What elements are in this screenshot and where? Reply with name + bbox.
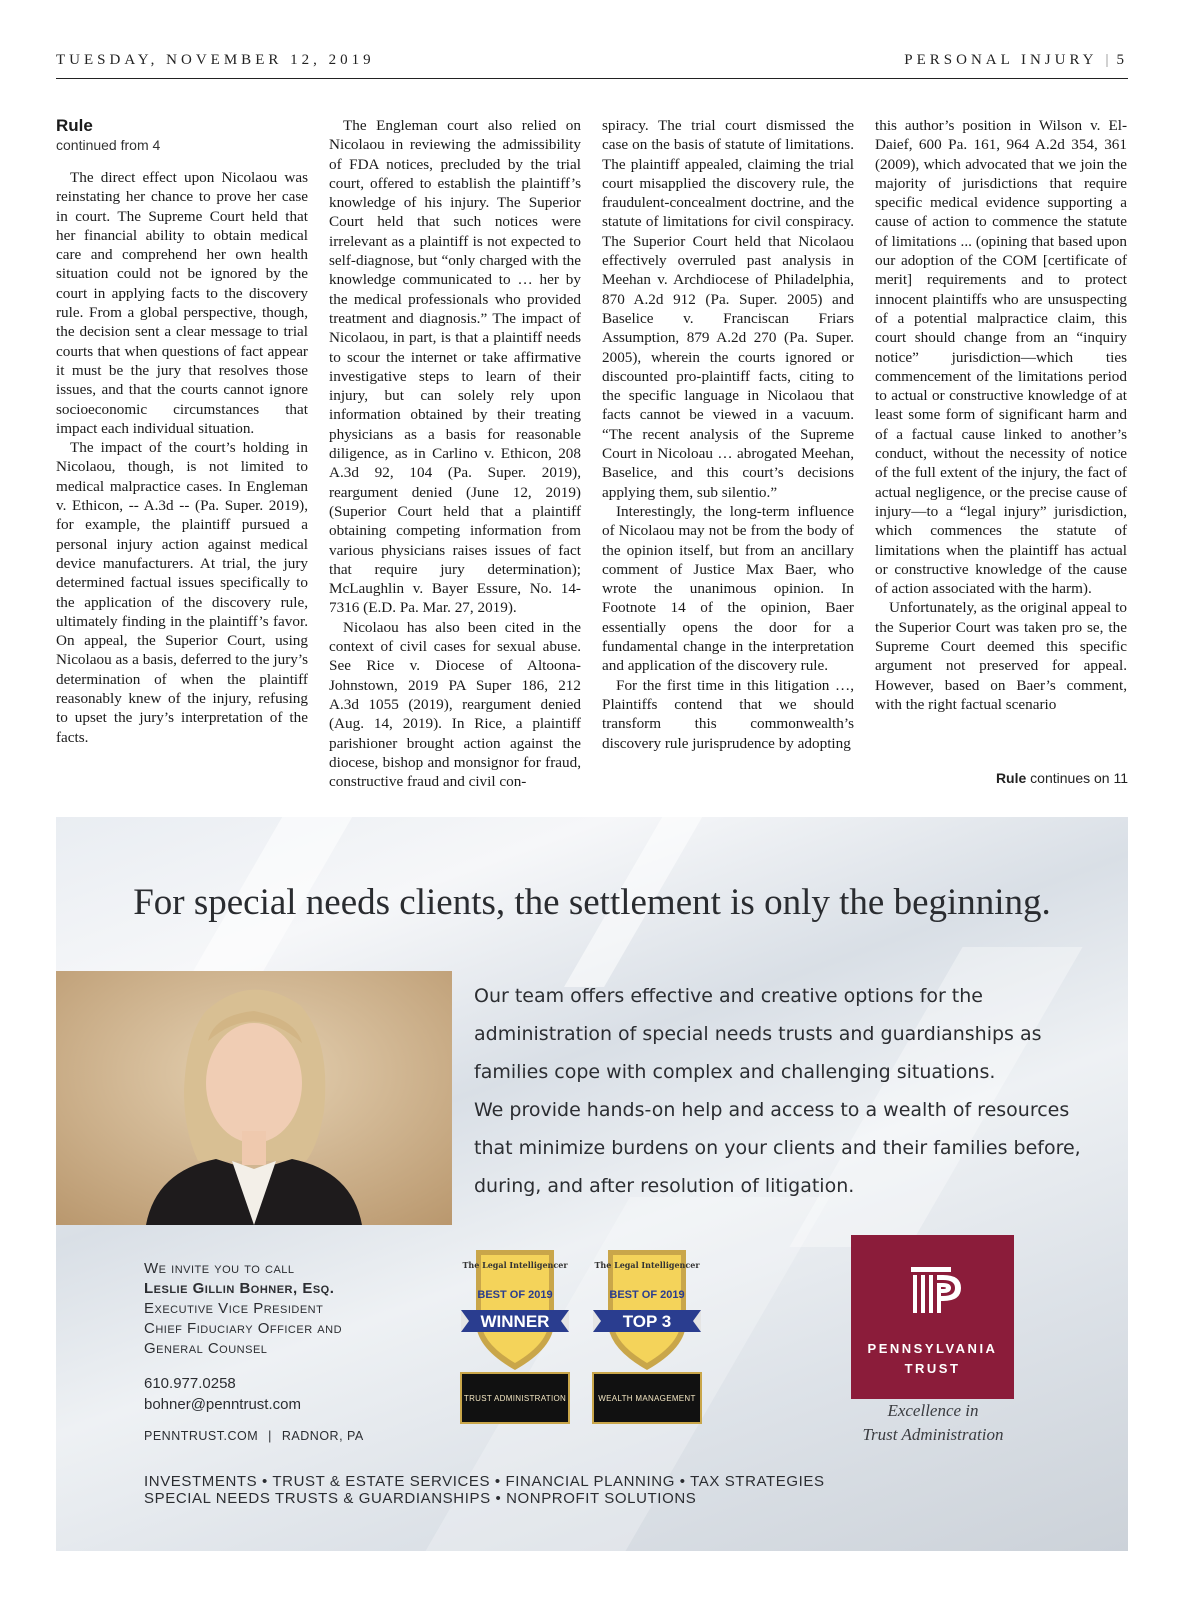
badge-rank: TOP 3 bbox=[622, 1312, 672, 1331]
article-heading: Rule bbox=[56, 116, 93, 135]
badge-publisher: The Legal Intelligencer bbox=[462, 1260, 568, 1270]
services-line: SPECIAL NEEDS TRUSTS & GUARDIANSHIPS • NONPROFIT SOLUTIONS bbox=[144, 1490, 697, 1507]
paragraph: Unfortunately, as the original appeal to the Superior Court was taken pro se, the Supreme Court deemed this specific argument not preserved for appeal. However, based on Baer’s comment, with the right factual scenario bbox=[875, 599, 1127, 713]
ad-headline: For special needs clients, the settlement is only the beginning. bbox=[133, 882, 1051, 923]
badge-publisher: The Legal Intelligencer bbox=[594, 1260, 700, 1270]
article-column-1 bbox=[56, 116, 308, 747]
pennsylvania-trust-ad bbox=[56, 817, 1128, 1551]
contact-name: Leslie Gillin Bohner, Esq. bbox=[144, 1280, 335, 1297]
services-line: INVESTMENTS • TRUST & ESTATE SERVICES • FINANCIAL PLANNING • TAX STRATEGIES bbox=[144, 1473, 825, 1490]
badge-award: BEST OF 2019 bbox=[609, 1289, 685, 1301]
award-badge-top3 bbox=[592, 1244, 702, 1424]
portrait-photo bbox=[56, 971, 452, 1225]
continues-heading: Rule bbox=[995, 770, 1027, 786]
logo-line-2: TRUST bbox=[904, 1361, 961, 1376]
contact-title: Executive Vice President bbox=[144, 1300, 324, 1317]
contact-location: RADNOR, PA bbox=[281, 1429, 364, 1443]
tagline-line: Excellence in bbox=[887, 1401, 979, 1420]
badge-rank: WINNER bbox=[480, 1312, 550, 1331]
services-list bbox=[144, 1473, 825, 1507]
logo-line-1: PENNSYLVANIA bbox=[867, 1341, 998, 1356]
page-number: 5 bbox=[1116, 52, 1128, 68]
paragraph: Nicolaou has also been cited in the context of civil cases for sexual abuse. See Rice v. Diocese of Altoona-Johnstown, 2019 PA Super 186, 212 A.3d 1055 (2019), reargument denied (Aug. 14, 2019). In Rice, a plaintiff parishioner brought action against the diocese, bishop and monsignor for fraud, constructive fraud and civil con- bbox=[329, 618, 581, 791]
portrait-illustration bbox=[56, 971, 452, 1225]
contact-title: General Counsel bbox=[144, 1340, 268, 1357]
badge-category: TRUST ADMINISTRATION bbox=[460, 1372, 570, 1424]
contact-email: bohner@penntrust.com bbox=[144, 1396, 301, 1413]
paragraph: The direct effect upon Nicolaou was reinstating her chance to prove her case in court. The Supreme Court held that her financial ability to obtain medical care and comprehend her own health situation could not be ignored by the court in applying facts to the discovery rule. From a global perspective, though, the decision sent a clear message to trial courts that when questions of fact appear it must be the jury that resolves those issues, and that the courts cannot ignore socioeconomic circumstances that impact each individual situation. bbox=[56, 169, 308, 437]
paragraph: spiracy. The trial court dismissed the case on the basis of statute of limitations. The plaintiff appealed, claiming the trial court misapplied the discovery rule, the fraudulent-concealment doctrine, and the statute of limitations for civil conspiracy. The Superior Court held that Nicolaou effectively overruled past analysis in Meehan v. Archdiocese of Philadelphia, 870 A.2d 912 (Pa. Super. 2005) and Baselice v. Franciscan Friars Assumption, 879 A.2d 270 (Pa. Super. 2005), wherein the courts ignored or discounted pro-plaintiff facts, citing to the specific language in Nicolaou that facts cannot be viewed in a vacuum. “The recent analysis of the Supreme Court in Nicoloau … abrogated Meehan, Baselice, and this court’s decisions applying them, sub silentio.” bbox=[602, 117, 854, 501]
contact-title: Chief Fiduciary Officer and bbox=[144, 1320, 343, 1337]
web-location: PENNTRUST.COM | RADNOR, PA bbox=[144, 1429, 364, 1443]
badge-award: BEST OF 2019 bbox=[477, 1289, 553, 1301]
paragraph: The impact of the court’s holding in Nicolaou, though, is not limited to medical malpractice cases. In Engleman v. Ethicon, -- A.3d -- (Pa. Super. 2019), for example, the plaintiff pursued a personal injury action against medical device manufacturers. At trial, the jury determined factual issues specifically to the application of the discovery rule, ultimately finding in the plaintiff’s favor. On appeal, the Superior Court, using Nicolaou as a basis, deferred to the jury’s determination of when the plaintiff reasonably knew of the injury, refusing to upset the jury’s interpretation of the facts. bbox=[56, 439, 308, 746]
article-column-2 bbox=[329, 116, 581, 791]
article-column-4 bbox=[875, 116, 1127, 714]
contact-phone: 610.977.0258 bbox=[144, 1375, 236, 1392]
ad-body bbox=[474, 977, 1104, 1205]
invite-text: We invite you to call bbox=[144, 1260, 295, 1277]
contact-block bbox=[144, 1259, 364, 1443]
award-shield-icon bbox=[460, 1244, 570, 1374]
masthead bbox=[56, 50, 1128, 79]
issue-date: TUESDAY, NOVEMBER 12, 2019 bbox=[56, 52, 375, 68]
tagline bbox=[842, 1399, 1024, 1447]
paragraph: The Engleman court also relied on Nicolaou in reviewing the admissibility of FDA notices, precluded by the trial court, offered to establish the plaintiff’s knowledge of his injury. The Superior Court held that such notices were irrelevant as a plaintiff is not expected to self-diagnose, but “only charged with the knowledge communicated to … her by the medical professionals who provided treatment and diagnosis.” The impact of Nicolaou, in part, is that a plaintiff needs to scour the internet or take affirmative investigative steps to learn of their injury, but can solely rely upon information obtained by their treating physicians as a basis for reasonable diligence, as in Carlino v. Ethicon, 208 A.3d 92, 104 (Pa. Super. 2019), reargument denied (June 12, 2019) (Superior Court held that a plaintiff obtaining competing information from various physicians raises issues of fact that require jury determination); McLaughlin v. Bayer Essure, No. 14-7316 (E.D. Pa. Mar. 27, 2019). bbox=[329, 117, 581, 617]
contact-website: PENNTRUST.COM bbox=[144, 1429, 259, 1443]
continued-from: continued from 4 bbox=[56, 137, 161, 153]
paragraph: this author’s position in Wilson v. El-Daief, 600 Pa. 161, 964 A.2d 354, 361 (2009), which advocated that we join the majority of jurisdictions that require specific medical evidence supporting a cause of action to commence the statute of limitations ... (opining that based upon our adoption of the COM [certificate of merit] requirements and to protect innocent plaintiffs who are unsuspecting of a potential malpractice claim, this court should change from an “inquiry notice” jurisdiction—which ties commencement of the limitations period to actual or constructive knowledge of at least some form of significant harm and of a factual cause linked to another’s conduct, without the necessity of notice of the full extent of the injury, the fact of actual negligence, or the precise cause of injury—to a “legal injury” jurisdiction, which commences the statute of limitations when the plaintiff has actual or constructive knowledge of the cause of action associated with the harm). bbox=[875, 117, 1127, 598]
trust-columns-icon bbox=[851, 1235, 1014, 1335]
section-name: PERSONAL INJURY bbox=[904, 52, 1098, 68]
award-badge-winner bbox=[460, 1244, 570, 1424]
award-shield-icon bbox=[592, 1244, 702, 1374]
pennsylvania-trust-logo bbox=[851, 1235, 1014, 1399]
logo-name bbox=[851, 1339, 1014, 1379]
article-column-3 bbox=[602, 116, 854, 753]
ad-paragraph: Our team offers effective and creative options for the administration of special needs trusts and guardianships as families cope with complex and challenging situations. bbox=[474, 985, 1042, 1083]
paragraph: For the first time in this litigation …, Plaintiffs contend that we should transform this commonwealth’s discovery rule jurisprudence by adopting bbox=[602, 676, 854, 752]
badge-category: WEALTH MANAGEMENT bbox=[592, 1372, 702, 1424]
continues-note bbox=[996, 770, 1128, 786]
paragraph: Interestingly, the long-term influence of Nicolaou may not be from the body of the opinion itself, but from an ancillary comment of Justice Max Baer, who wrote the unanimous opinion. In Footnote 14 of the opinion, Baer essentially opens the door for a fundamental change in the interpretation and application of the discovery rule. bbox=[602, 502, 854, 675]
tagline-line: Trust Administration bbox=[862, 1425, 1004, 1444]
ad-paragraph: We provide hands-on help and access to a wealth of resources that minimize burdens on your clients and their families before, during, and after resolution of litigation. bbox=[474, 1099, 1081, 1197]
continues-text: continues on 11 bbox=[1030, 770, 1128, 786]
section-label: PERSONAL INJURY | 5 bbox=[904, 52, 1128, 68]
